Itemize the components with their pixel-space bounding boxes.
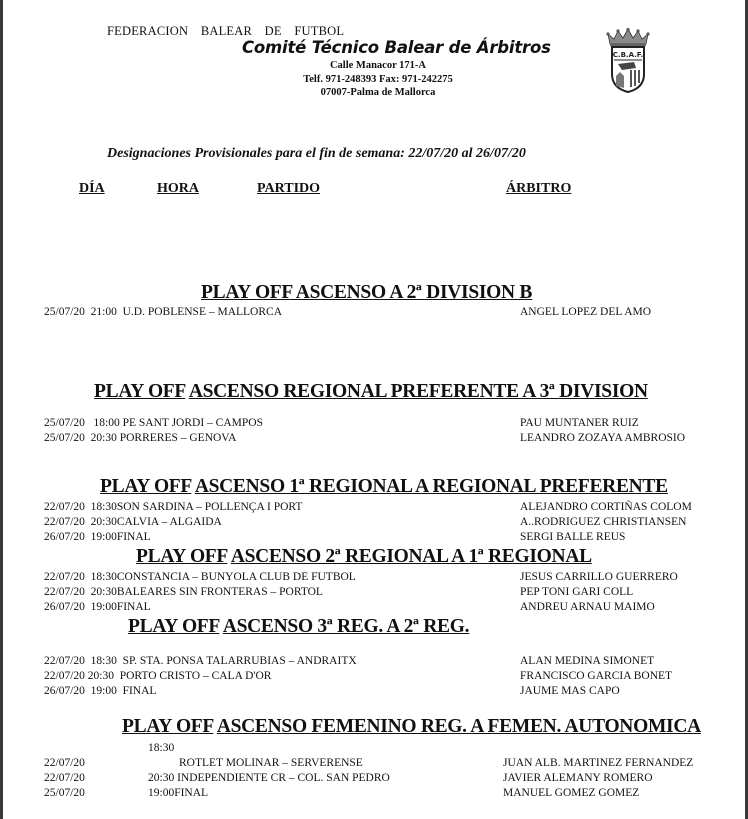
match-teams: 20:30 INDEPENDIENTE CR – COL. SAN PEDRO — [148, 772, 390, 784]
city: 07007-Palma de Mallorca — [320, 87, 436, 98]
referee-name: JESUS CARRILLO GUERRERO — [520, 571, 678, 583]
match-row: 25/07/20 18:00 PE SANT JORDI – CAMPOS — [44, 417, 263, 429]
section-title-text: ASCENSO 1ª REGIONAL A REGIONAL PREFERENTE — [194, 476, 668, 497]
crest-text: C.B.A.F. — [612, 51, 644, 59]
referee-name: JAUME MAS CAPO — [520, 685, 620, 697]
section-title — [128, 616, 469, 638]
match-row: 26/07/20 19:00FINAL — [44, 601, 151, 613]
column-header-dia: DÍA — [79, 181, 105, 196]
match-row: 22/07/20 20:30BALEARES SIN FRONTERAS – PORTOL — [44, 586, 323, 598]
section-title — [122, 716, 701, 738]
section-title — [136, 546, 592, 568]
referee-name: MANUEL GOMEZ GOMEZ — [503, 787, 640, 799]
match-row: 26/07/20 19:00 FINAL — [44, 685, 157, 697]
match-row: 22/07/20 18:30CONSTANCIA – BUNYOLA CLUB DE FUTBOL — [44, 571, 356, 583]
section-title-text: ASCENSO REGIONAL PREFERENTE A 3ª DIVISION — [188, 381, 648, 402]
match-row: 25/07/20 21:00 U.D. POBLENSE – MALLORCA — [44, 306, 282, 318]
federation-name: FEDERACION BALEAR DE FUTBOL — [107, 24, 345, 38]
section-title-text: ASCENSO 3ª REG. A 2ª REG. — [222, 616, 470, 637]
section-title-text: ASCENSO 2ª REGIONAL A 1ª REGIONAL — [230, 546, 592, 567]
match-row: 22/07/20 18:30SON SARDINA – POLLENÇA I PORT — [44, 501, 303, 513]
section-title-text: ASCENSO FEMENINO REG. A FEMEN. AUTONOMICA — [216, 716, 701, 737]
referee-name: JAVIER ALEMANY ROMERO — [503, 772, 653, 784]
match-date: 22/07/20 — [44, 772, 85, 784]
match-row: 26/07/20 19:00FINAL — [44, 531, 151, 543]
designations-subtitle: Designaciones Provisionales para el fin de semana: 22/07/20 al 26/07/20 — [107, 146, 526, 161]
section-title-playoff: PLAY OFF — [100, 476, 192, 497]
referee-name: FRANCISCO GARCIA BONET — [520, 670, 673, 682]
section-title-playoff: PLAY OFF — [122, 716, 214, 737]
section-title — [201, 282, 532, 304]
match-row: 25/07/20 20:30 PORRERES – GENOVA — [44, 432, 237, 444]
cbaf-crest-logo — [604, 28, 652, 94]
referee-name: PAU MUNTANER RUIZ — [520, 417, 639, 429]
section-title — [100, 476, 668, 498]
referee-name: JUAN ALB. MARTINEZ FERNANDEZ — [503, 757, 694, 769]
section-title — [94, 381, 648, 403]
referee-name: A..RODRIGUEZ CHRISTIANSEN — [520, 516, 687, 528]
referee-name: ALAN MEDINA SIMONET — [520, 655, 655, 667]
section-title-playoff: PLAY OFF — [94, 381, 186, 402]
match-row: 22/07/20 20:30CALVIA – ALGAIDA — [44, 516, 222, 528]
column-header-arbitro: ÁRBITRO — [506, 181, 572, 196]
column-header-hora: HORA — [157, 181, 199, 196]
column-header-partido: PARTIDO — [257, 181, 321, 196]
match-teams: 19:00FINAL — [148, 787, 209, 799]
section-title-text: PLAY OFF ASCENSO A 2ª DIVISION B — [201, 282, 533, 303]
referee-name: ALEJANDRO CORTIÑAS COLOM — [520, 501, 692, 513]
address: Calle Manacor 171-A — [329, 60, 427, 71]
phone-fax: Telf. 971-248393 Fax: 971-242275 — [303, 74, 453, 85]
referee-name: ANGEL LOPEZ DEL AMO — [520, 306, 652, 318]
section-title-playoff: PLAY OFF — [136, 546, 228, 567]
match-teams: ROTLET MOLINAR – SERVERENSE — [179, 757, 363, 769]
referee-name: LEANDRO ZOZAYA AMBROSIO — [520, 432, 686, 444]
match-row: 22/07/20 20:30 PORTO CRISTO – CALA D'OR — [44, 670, 272, 682]
match-date: 22/07/20 — [44, 757, 85, 769]
referee-name: ANDREU ARNAU MAIMO — [520, 601, 655, 613]
match-date: 25/07/20 — [44, 787, 85, 799]
section-title-playoff: PLAY OFF — [128, 616, 220, 637]
committee-title: Comité Técnico Balear de Árbitros — [242, 38, 551, 57]
match-time: 18:30 — [148, 742, 175, 754]
match-row: 22/07/20 18:30 SP. STA. PONSA TALARRUBIAS – ANDRAITX — [44, 655, 357, 667]
referee-name: PEP TONI GARI COLL — [520, 586, 634, 598]
referee-name: SERGI BALLE REUS — [520, 531, 626, 543]
window-left-border — [0, 0, 3, 819]
